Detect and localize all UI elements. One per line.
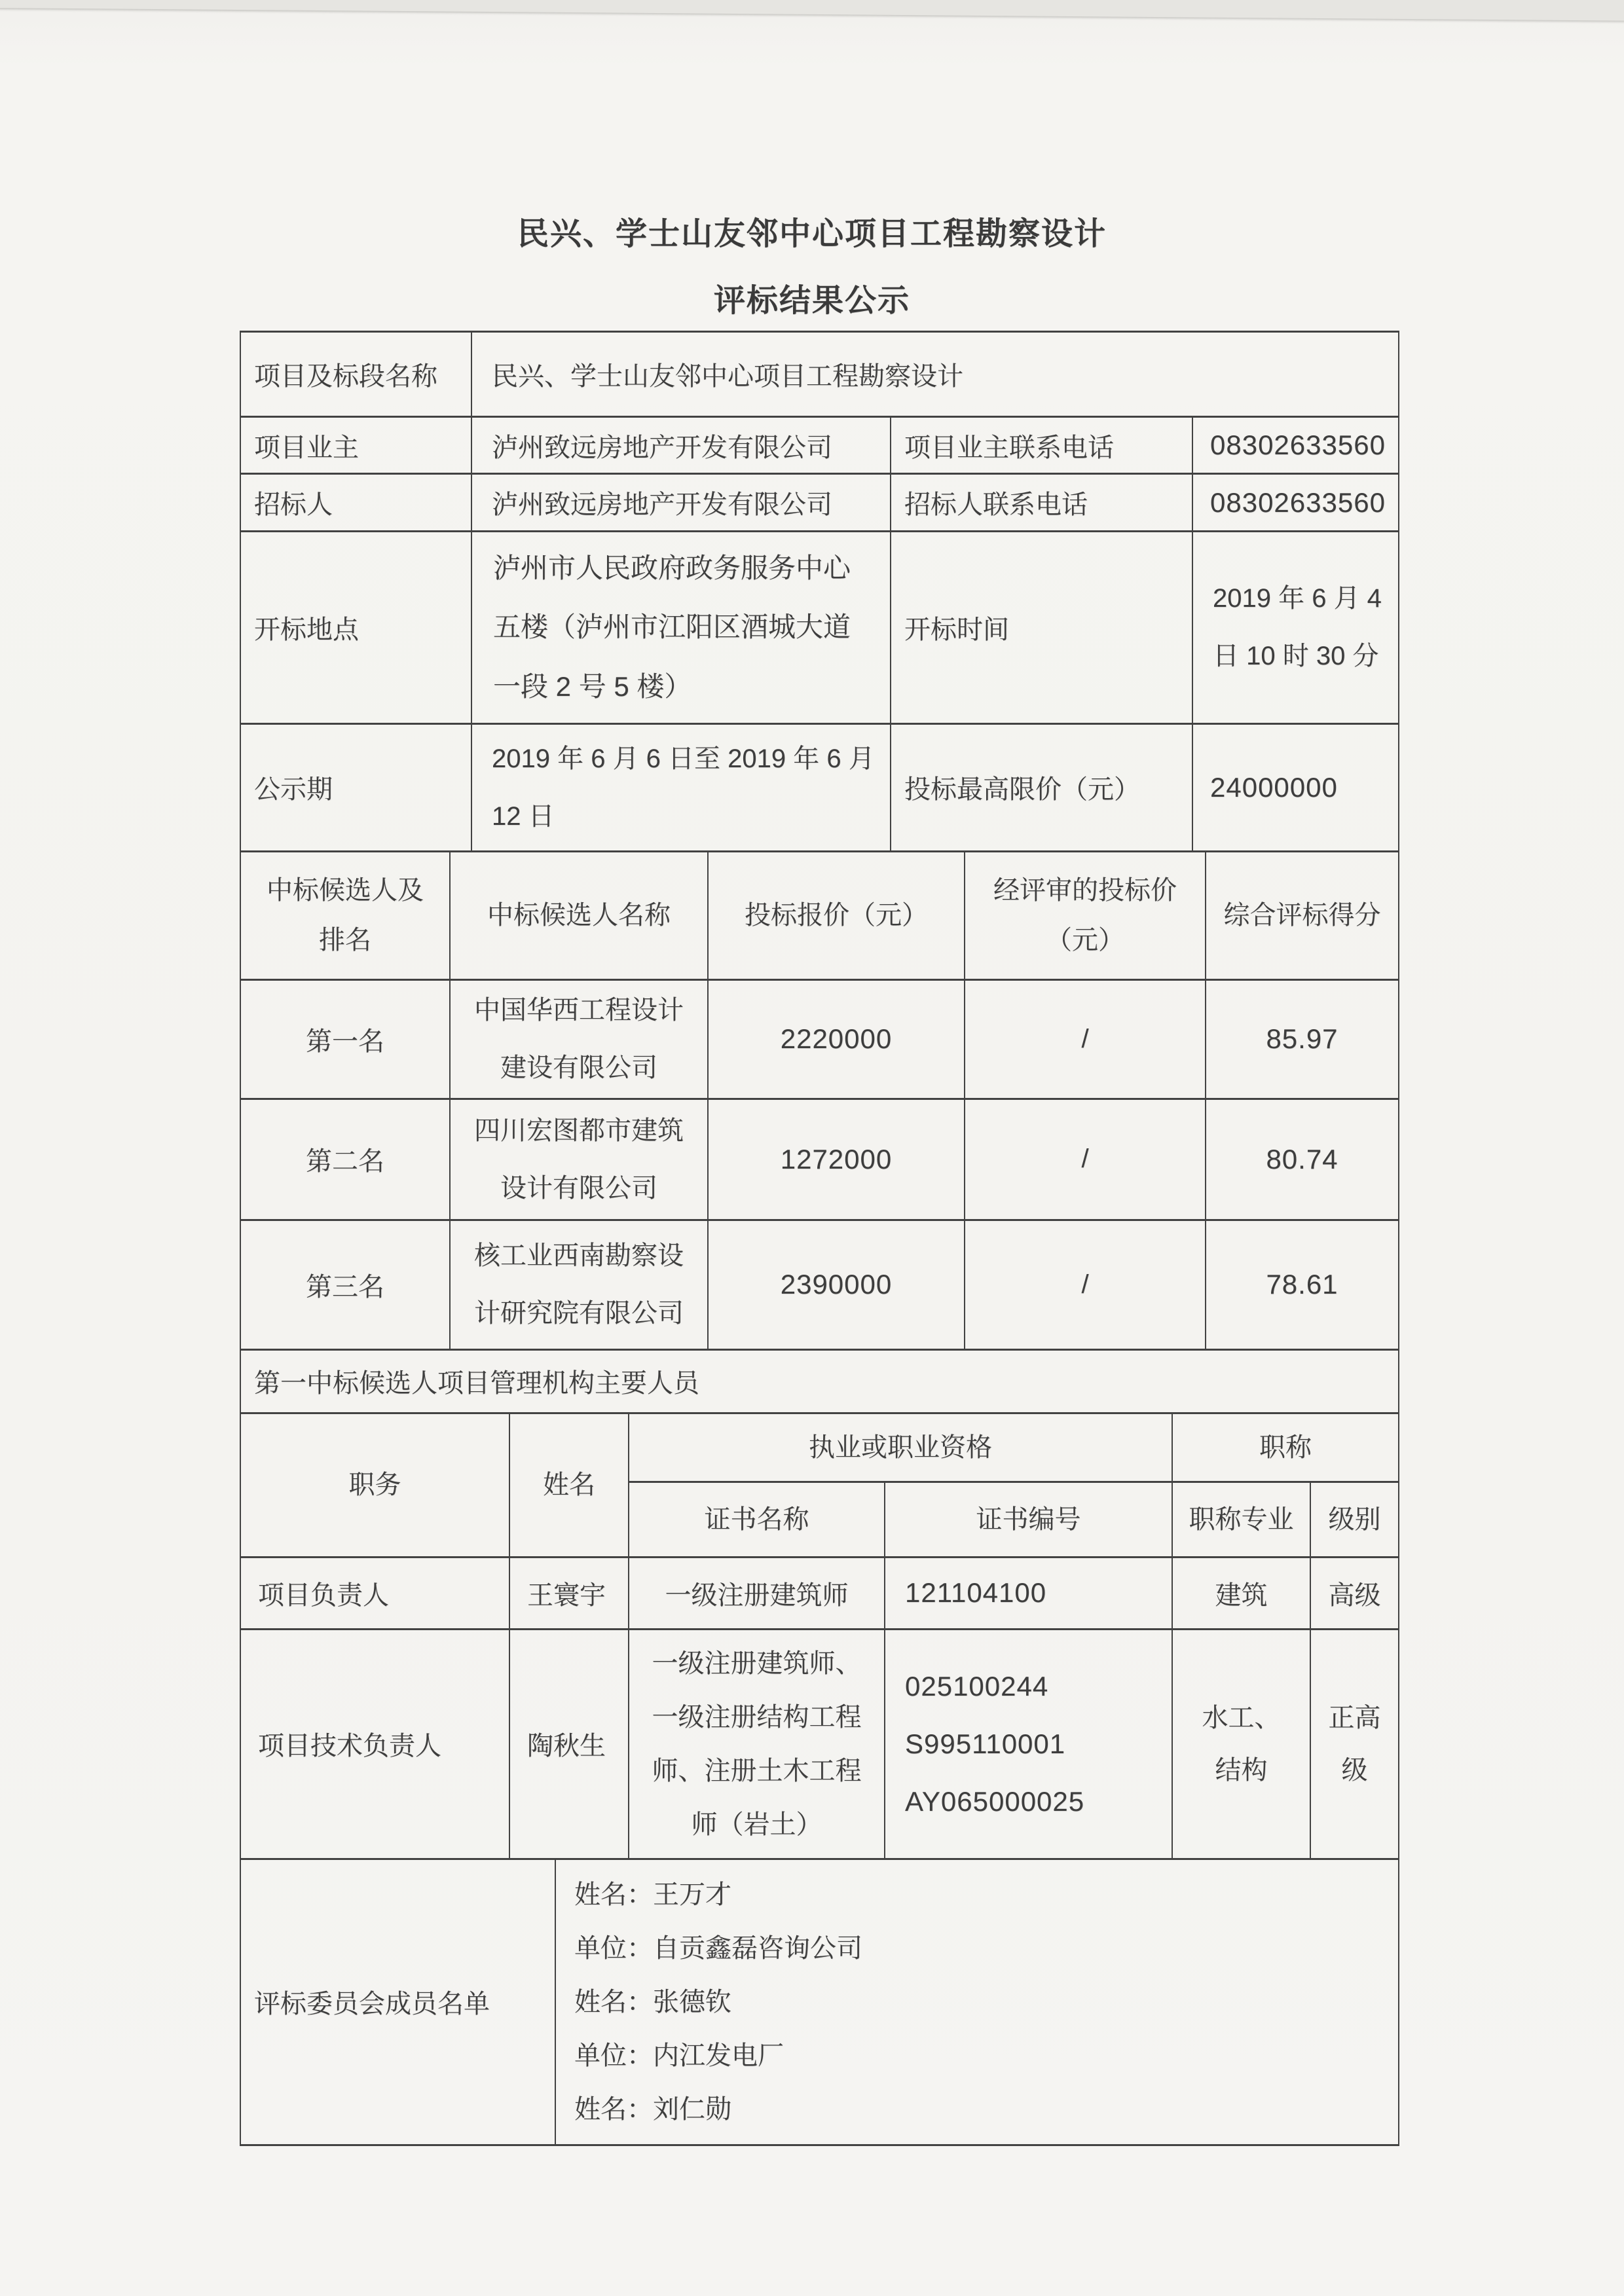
- committee-member-unit: 单位：内江发电厂: [574, 2041, 784, 2070]
- personnel-table: [240, 1412, 1399, 1860]
- max-price-value: 24000000: [1192, 723, 1399, 851]
- committee-table: [240, 1858, 1399, 2146]
- opening-place-label: 开标地点: [240, 532, 471, 724]
- candidate-3-bid: 2390000: [708, 1220, 965, 1349]
- committee-member-name: 姓名：刘仁勋: [574, 2094, 731, 2124]
- candidate-2-rank: 第二名: [240, 1099, 450, 1220]
- tenderer-phone-value: 08302633560: [1192, 474, 1399, 532]
- candidate-3-rank: 第三名: [240, 1220, 450, 1349]
- cert-no-line: AY065000025: [905, 1785, 1085, 1817]
- committee-member-name: 姓名：王万才: [574, 1880, 731, 1909]
- candidate-1-score: 85.97: [1206, 979, 1399, 1099]
- tech-lead-position: 项目技术负责人: [240, 1629, 509, 1859]
- manager-cert-name: 一级注册建筑师: [629, 1557, 885, 1629]
- manager-name: 王寰宇: [509, 1557, 629, 1629]
- manager-title-major: 建筑: [1172, 1557, 1310, 1629]
- owner-value: 泸州致远房地产开发有限公司: [471, 417, 891, 474]
- manager-cert-no: 121104100: [885, 1557, 1172, 1629]
- candidate-1-bid: 2220000: [708, 979, 965, 1099]
- candidate-1-evaluated: /: [965, 979, 1206, 1099]
- owner-phone-label: 项目业主联系电话: [891, 417, 1192, 474]
- tech-lead-cert-name: 一级注册建筑师、一级注册结构工程师、注册土木工程师（岩土）: [629, 1629, 885, 1859]
- personnel-section-title-table: [240, 1349, 1399, 1414]
- tenderer-label: 招标人: [240, 474, 471, 532]
- candidate-3-score: 78.61: [1206, 1220, 1399, 1349]
- candidates-header-score: 综合评标得分: [1206, 851, 1399, 979]
- candidates-table: [240, 850, 1399, 1351]
- max-price-label: 投标最高限价（元）: [891, 723, 1192, 851]
- scan-edge-artifact: [0, 0, 1624, 21]
- opening-time-value: 2019 年 6 月 4 日 10 时 30 分: [1192, 532, 1399, 724]
- committee-member-name: 姓名：张德钦: [574, 1987, 731, 2016]
- candidate-row: [240, 1220, 1399, 1349]
- candidate-2-score: 80.74: [1206, 1099, 1399, 1220]
- tenderer-value: 泸州致远房地产开发有限公司: [471, 474, 891, 532]
- candidates-header-evaluated: 经评审的投标价（元）: [965, 851, 1206, 979]
- candidate-1-name: 中国华西工程设计建设有限公司: [450, 979, 708, 1099]
- candidate-2-bid: 1272000: [708, 1099, 965, 1220]
- personnel-header-cert-name: 证书名称: [629, 1482, 885, 1557]
- manager-title-level: 高级: [1310, 1557, 1399, 1629]
- committee-member-unit: 单位：自贡鑫磊咨询公司: [574, 1933, 862, 1963]
- project-section-label: 项目及标段名称: [240, 332, 471, 417]
- tenderer-phone-label: 招标人联系电话: [891, 474, 1192, 532]
- owner-phone-value: 08302633560: [1192, 417, 1399, 474]
- personnel-header-name: 姓名: [509, 1413, 629, 1557]
- cert-no-line: 025100244: [905, 1670, 1049, 1702]
- personnel-header-qualification: 执业或职业资格: [629, 1413, 1172, 1482]
- candidate-row: [240, 1099, 1399, 1220]
- cert-no-line: S995110001: [905, 1728, 1066, 1759]
- tech-lead-title-level: 正高级: [1310, 1629, 1399, 1859]
- personnel-section-title: 第一中标候选人项目管理机构主要人员: [240, 1349, 1399, 1413]
- committee-member-list: [555, 1859, 1399, 2145]
- tech-lead-title-major: 水工、结构: [1172, 1629, 1310, 1859]
- personnel-header-position: 职务: [240, 1413, 509, 1557]
- document-title: 民兴、学士山友邻中心项目工程勘察设计: [517, 217, 1107, 251]
- personnel-row: [240, 1557, 1399, 1629]
- tech-lead-name: 陶秋生: [509, 1629, 629, 1859]
- owner-label: 项目业主: [240, 417, 471, 474]
- project-info-table: [240, 331, 1399, 852]
- tech-lead-cert-no: [885, 1629, 1172, 1859]
- publicity-period-value: 2019 年 6 月 6 日至 2019 年 6 月 12 日: [471, 723, 891, 851]
- personnel-header-cert-no: 证书编号: [885, 1482, 1172, 1557]
- announcement-table: [240, 331, 1398, 2146]
- publicity-period-label: 公示期: [240, 723, 471, 851]
- personnel-row: [240, 1629, 1399, 1859]
- candidates-header-name: 中标候选人名称: [450, 851, 708, 979]
- candidate-row: [240, 979, 1399, 1099]
- candidate-2-evaluated: /: [965, 1099, 1206, 1220]
- committee-label: 评标委员会成员名单: [240, 1859, 555, 2145]
- document-subtitle: 评标结果公示: [713, 283, 910, 318]
- project-section-value: 民兴、学士山友邻中心项目工程勘察设计: [471, 332, 1399, 417]
- personnel-header-title-level: 级别: [1310, 1482, 1399, 1557]
- opening-place-value: 泸州市人民政府政务服务中心五楼（泸州市江阳区酒城大道一段 2 号 5 楼）: [471, 532, 891, 724]
- manager-position: 项目负责人: [240, 1557, 509, 1629]
- candidate-3-evaluated: /: [965, 1220, 1206, 1349]
- opening-time-label: 开标时间: [891, 532, 1192, 724]
- candidate-1-rank: 第一名: [240, 979, 450, 1099]
- candidates-header-bid: 投标报价（元）: [708, 851, 965, 979]
- personnel-header-title-major: 职称专业: [1172, 1482, 1310, 1557]
- candidate-2-name: 四川宏图都市建筑设计有限公司: [450, 1099, 708, 1220]
- candidate-3-name: 核工业西南勘察设计研究院有限公司: [450, 1220, 708, 1349]
- personnel-header-title: 职称: [1172, 1413, 1399, 1482]
- candidates-header-rank: 中标候选人及排名: [240, 851, 450, 979]
